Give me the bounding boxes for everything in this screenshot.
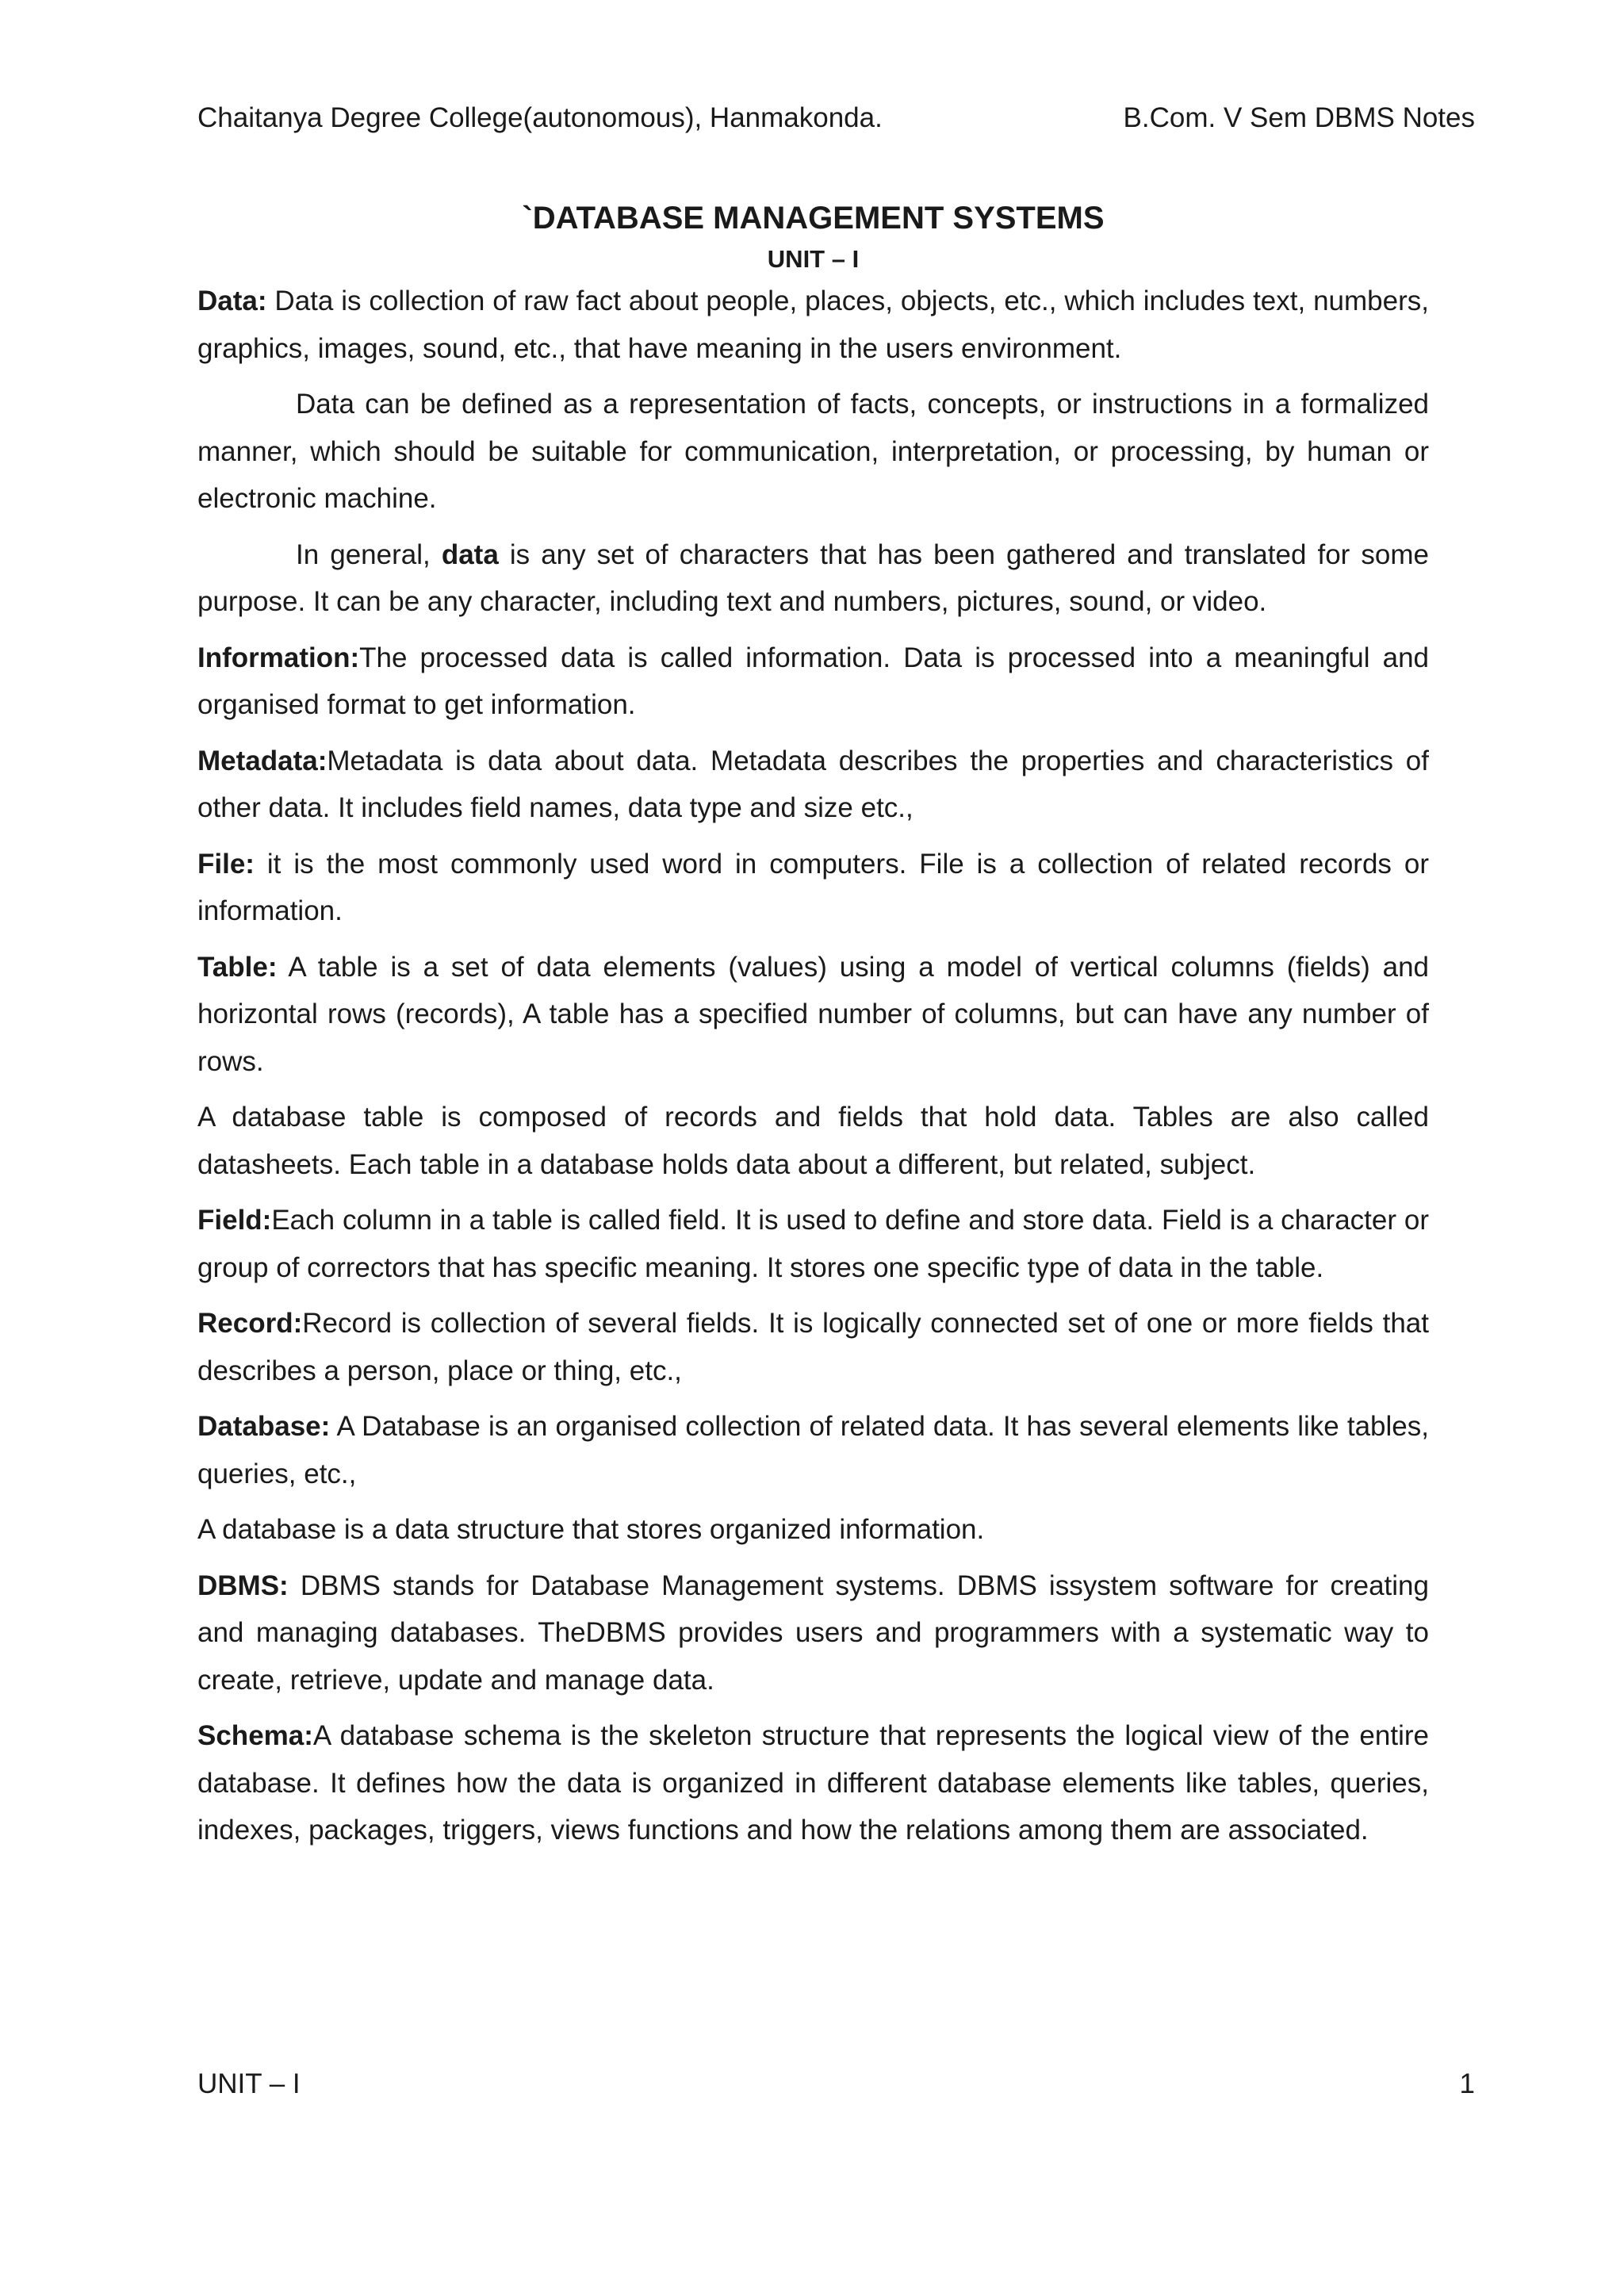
page-subtitle: UNIT – I — [767, 245, 860, 273]
paragraph-text: A database table is composed of records and fields that hold data. Tables are also called datasheets. Each table in a database holds data about a different, but related, subject. — [197, 1102, 1429, 1180]
term-record: Record: — [197, 1308, 303, 1339]
footer-unit: UNIT – I — [197, 2068, 301, 2099]
paragraph-text: DBMS stands for Database Management systems. DBMS issystem software for creating and managing databases. TheDBMS provides users and programmers with a systematic way to create, retrieve, update and manage data. — [197, 1570, 1429, 1696]
paragraph-text: A table is a set of data elements (values) using a model of vertical columns (fields) and horizontal rows (records), A table has a specified number of columns, but can have any number of rows. — [197, 951, 1429, 1077]
page-body — [197, 197, 1429, 1863]
header-college: Chaitanya Degree College(autonomous), Hanmakonda. — [197, 102, 883, 133]
term-schema: Schema: — [197, 1720, 313, 1751]
paragraph-text: The processed data is called information. Data is processed into a meaningful and organised format to get information. — [197, 642, 1429, 720]
paragraph-dbms — [197, 1562, 1429, 1704]
paragraph-text: Each column in a table is called field. It is used to define and store data. Field is a character or group of correctors that has specific meaning. It stores one specific type of data in the table. — [197, 1205, 1429, 1283]
paragraph-record — [197, 1300, 1429, 1394]
paragraph-text: A Database is an organised collection of related data. It has several elements like tables, queries, etc., — [197, 1411, 1429, 1489]
paragraph-database — [197, 1403, 1429, 1497]
term-table: Table: — [197, 951, 278, 983]
paragraph-lead: In general, — [296, 539, 442, 570]
paragraph-data — [197, 278, 1429, 372]
paragraph-metadata — [197, 738, 1429, 832]
page-number: 1 — [1459, 2068, 1475, 2099]
term-data-inline: data — [441, 539, 499, 570]
paragraph-text: Data can be defined as a representation of facts, concepts, or instructions in a formalized manner, which should be suitable for communication, interpretation, or processing, by human or electronic machine. — [197, 389, 1429, 514]
term-metadata: Metadata: — [197, 745, 327, 776]
paragraph-file — [197, 841, 1429, 935]
paragraph-database-table — [197, 1094, 1429, 1188]
paragraph-database-structure — [197, 1506, 1429, 1554]
paragraph-information — [197, 634, 1429, 729]
paragraph-data-general — [197, 531, 1429, 626]
page-title: `DATABASE MANAGEMENT SYSTEMS — [522, 201, 1105, 236]
paragraph-text: Data is collection of raw fact about people, places, objects, etc., which includes text, numbers, graphics, images, sound, etc., that have meaning in the users environment. — [197, 286, 1429, 364]
term-information: Information: — [197, 642, 360, 673]
paragraph-text: A database schema is the skeleton structure that represents the logical view of the entire database. It defines how the data is organized in different database elements like tables, queries, indexes, packages, triggers, views functions and how the relations among them are associated. — [197, 1720, 1429, 1846]
paragraph-text: Record is collection of several fields. It is logically connected set of one or more fields that describes a person, place or thing, etc., — [197, 1308, 1429, 1386]
paragraph-data-definition — [197, 381, 1429, 523]
term-file: File: — [197, 848, 255, 880]
header-course: B.Com. V Sem DBMS Notes — [1123, 102, 1475, 133]
paragraph-text: it is the most commonly used word in computers. File is a collection of related records or information. — [197, 848, 1429, 926]
paragraph-schema — [197, 1712, 1429, 1854]
term-dbms: DBMS: — [197, 1570, 289, 1601]
paragraph-table — [197, 944, 1429, 1086]
paragraph-text: Metadata is data about data. Metadata describes the properties and characteristics of other data. It includes field names, data type and size etc., — [197, 745, 1429, 823]
paragraph-text: A database is a data structure that stores organized information. — [197, 1514, 985, 1545]
term-database: Database: — [197, 1411, 331, 1442]
paragraph-field — [197, 1197, 1429, 1291]
term-field: Field: — [197, 1205, 272, 1236]
term-data: Data: — [197, 286, 267, 316]
paragraph-text: is any set of characters that has been gathered and translated for some purpose. It can be any character, including text and numbers, pictures, sound, or video. — [197, 539, 1429, 617]
